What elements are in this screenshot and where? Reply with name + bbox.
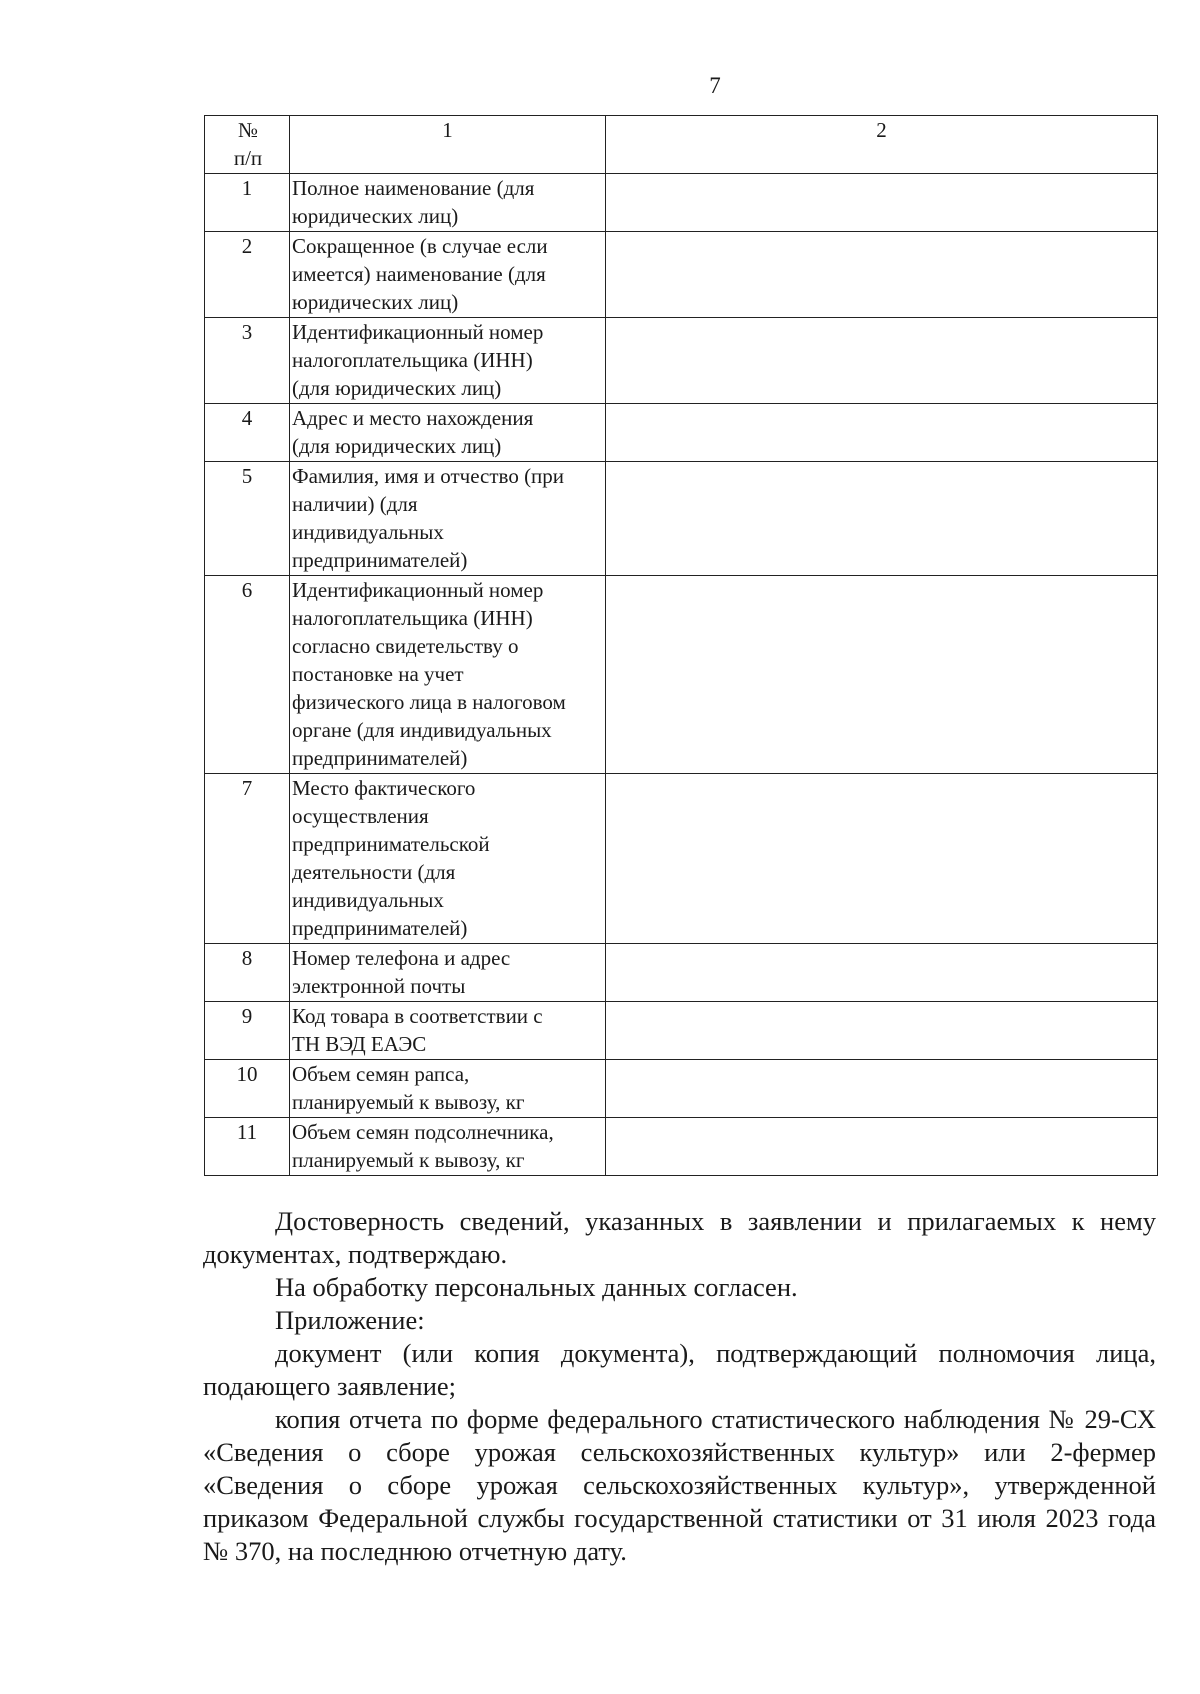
page-number: 7 (709, 73, 721, 98)
table-row (205, 1002, 1158, 1060)
table-row (205, 404, 1158, 462)
row-value-cell[interactable] (606, 174, 1158, 232)
row-value-cell[interactable] (606, 774, 1158, 944)
row-value-cell[interactable] (606, 1118, 1158, 1176)
row-number: 4 (205, 404, 290, 462)
header-column-2: 2 (606, 116, 1158, 174)
row-label: Код товара в соответствии с ТН ВЭД ЕАЭС (290, 1002, 606, 1060)
row-value-cell[interactable] (606, 944, 1158, 1002)
paragraph-reliability: Достоверность сведений, указанных в заявлении и прилагаемых к нему документах, подтверждаю. (203, 1206, 1156, 1269)
row-number: 1 (205, 174, 290, 232)
paragraph-appendix-item-2: копия отчета по форме федерального статистического наблюдения № 29-СХ «Сведения о сборе урожая сельскохозяйственных культур» или 2-фермер «Сведения о сборе урожая сельскохозяйственных культур», утвержденной приказом Федеральной службы государственной статистики от 31 июля 2023 года № 370, на последнюю отчетную дату. (203, 1404, 1156, 1566)
row-label: Место фактического осуществления предпринимательской деятельности (для индивидуальных предпринимателей) (290, 774, 606, 944)
table-row (205, 774, 1158, 944)
table-row (205, 462, 1158, 576)
row-value-cell[interactable] (606, 318, 1158, 404)
document-body (203, 1205, 1156, 1568)
table-row (205, 1118, 1158, 1176)
table-row (205, 232, 1158, 318)
row-number: 2 (205, 232, 290, 318)
row-value-cell[interactable] (606, 1060, 1158, 1118)
row-label: Объем семян рапса, планируемый к вывозу, кг (290, 1060, 606, 1118)
row-number: 3 (205, 318, 290, 404)
row-value-cell[interactable] (606, 576, 1158, 774)
row-label: Адрес и место нахождения (для юридических лиц) (290, 404, 606, 462)
row-label: Идентификационный номер налогоплательщика (ИНН) (для юридических лиц) (290, 318, 606, 404)
row-label: Сокращенное (в случае если имеется) наименование (для юридических лиц) (290, 232, 606, 318)
header-number: № п/п (205, 116, 290, 174)
row-number: 9 (205, 1002, 290, 1060)
header-column-1: 1 (290, 116, 606, 174)
table-row (205, 944, 1158, 1002)
row-label: Идентификационный номер налогоплательщика (ИНН) согласно свидетельству о постановке на учет физического лица в налоговом органе (для индивидуальных предпринимателей) (290, 576, 606, 774)
row-number: 10 (205, 1060, 290, 1118)
table-row (205, 318, 1158, 404)
table-row (205, 1060, 1158, 1118)
form-table (204, 115, 1158, 1176)
row-value-cell[interactable] (606, 1002, 1158, 1060)
row-value-cell[interactable] (606, 232, 1158, 318)
table-row (205, 576, 1158, 774)
table-header-row (205, 116, 1158, 174)
row-label: Полное наименование (для юридических лиц) (290, 174, 606, 232)
row-number: 6 (205, 576, 290, 774)
row-number: 5 (205, 462, 290, 576)
row-number: 8 (205, 944, 290, 1002)
row-label: Объем семян подсолнечника, планируемый к вывозу, кг (290, 1118, 606, 1176)
row-number: 7 (205, 774, 290, 944)
row-value-cell[interactable] (606, 462, 1158, 576)
table-row (205, 174, 1158, 232)
paragraph-appendix-item-1: документ (или копия документа), подтверждающий полномочия лица, подающего заявление; (203, 1338, 1156, 1401)
row-value-cell[interactable] (606, 404, 1158, 462)
row-label: Фамилия, имя и отчество (при наличии) (для индивидуальных предпринимателей) (290, 462, 606, 576)
row-number: 11 (205, 1118, 290, 1176)
row-label: Номер телефона и адрес электронной почты (290, 944, 606, 1002)
paragraph-appendix-heading: Приложение: (275, 1305, 425, 1335)
paragraph-consent: На обработку персональных данных согласен. (275, 1272, 798, 1302)
